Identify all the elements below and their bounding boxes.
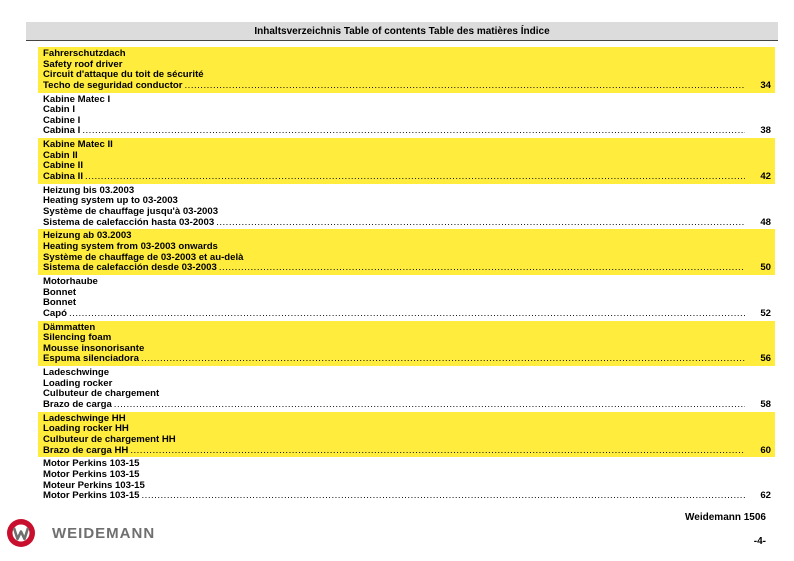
toc-line-fr: Système de chauffage jusqu'à 03-2003 [43, 205, 219, 217]
toc-page-number: 34 [760, 79, 771, 91]
toc-page-number: 52 [760, 307, 771, 319]
toc-line-en: Cabin II [43, 149, 78, 161]
toc-line-en: Safety roof driver [43, 58, 123, 70]
toc-page-number: 60 [760, 444, 771, 456]
toc-line-es: Sistema de calefacción desde 03-2003 [43, 262, 217, 274]
toc-line-es: Capó [43, 307, 67, 319]
toc-line-de: Motorhaube [43, 275, 98, 287]
toc-line-es: Brazo de carga [43, 398, 112, 410]
logo-wordmark: WEIDEMANN [52, 524, 156, 542]
toc-entry[interactable] [38, 457, 775, 503]
toc-page-number: 38 [760, 125, 771, 137]
toc-entry[interactable] [38, 184, 775, 230]
toc-line-fr: Système de chauffage de 03-2003 et au-delà [43, 251, 244, 263]
dot-leader [69, 309, 745, 320]
toc-line-en: Motor Perkins 103-15 [43, 468, 140, 480]
dot-leader [82, 126, 745, 137]
toc-line-de: Motor Perkins 103-15 [43, 458, 140, 470]
toc-header [26, 22, 778, 41]
toc-entry[interactable] [38, 229, 775, 275]
toc-page-number: 42 [760, 170, 771, 182]
toc-line-en: Bonnet [43, 286, 77, 298]
toc-line-es: Espuma silenciadora [43, 353, 139, 365]
toc-line-en: Cabin I [43, 104, 75, 116]
toc-line-en: Loading rocker [43, 377, 113, 389]
toc-line-fr: Circuit d'attaque du toit de sécurité [43, 69, 204, 81]
toc-entry[interactable] [38, 138, 775, 184]
toc-page-number: 50 [760, 262, 771, 274]
dot-leader [114, 400, 745, 411]
toc-page-number: 58 [760, 398, 771, 410]
weidemann-logo [6, 518, 155, 548]
toc-line-fr: Mousse insonorisante [43, 342, 145, 354]
toc-line-de: Ladeschwinge [43, 367, 110, 379]
toc-page-number: 48 [760, 216, 771, 228]
toc-line-en: Heating system up to 03-2003 [43, 195, 178, 207]
toc-line-de: Kabine Matec I [43, 93, 111, 105]
toc-line-es: Cabina II [43, 170, 83, 182]
toc-line-en: Heating system from 03-2003 onwards [43, 240, 218, 252]
dot-leader [142, 491, 745, 502]
toc-list [38, 47, 775, 503]
dot-leader [141, 354, 745, 365]
toc-line-en: Silencing foam [43, 332, 112, 344]
toc-line-fr: Cabine II [43, 160, 83, 172]
dot-leader [85, 172, 745, 183]
toc-line-fr: Moteur Perkins 103-15 [43, 479, 145, 491]
toc-line-fr: Culbuteur de chargement [43, 388, 160, 400]
toc-line-de: Heizung bis 03.2003 [43, 184, 135, 196]
toc-line-es: Sistema de calefacción hasta 03-2003 [43, 216, 215, 228]
toc-entry[interactable] [38, 412, 775, 458]
toc-line-es: Motor Perkins 103-15 [43, 490, 140, 502]
toc-entry[interactable] [38, 321, 775, 367]
toc-line-de: Kabine Matec II [43, 139, 113, 151]
toc-line-de: Fahrerschutzdach [43, 48, 126, 59]
toc-line-fr: Culbuteur de chargement HH [43, 433, 176, 445]
footer-model-name: Weidemann 1506 [685, 512, 766, 523]
dot-leader [219, 263, 745, 274]
toc-entry[interactable] [38, 47, 775, 93]
toc-entry[interactable] [38, 275, 775, 321]
toc-line-de: Ladeschwinge HH [43, 412, 126, 424]
toc-line-es: Cabina I [43, 125, 81, 137]
toc-entry[interactable] [38, 93, 775, 139]
toc-page-number: 56 [760, 353, 771, 365]
dot-leader [184, 81, 745, 92]
toc-line-es: Brazo de carga HH [43, 444, 129, 456]
toc-header-title: Inhaltsverzeichnis Table of contents Table des matières Índice [254, 25, 550, 37]
weidemann-logo-icon [6, 518, 36, 548]
toc-entry[interactable] [38, 366, 775, 412]
toc-line-es: Techo de seguridad conductor [43, 79, 183, 91]
toc-page-number: 62 [760, 490, 771, 502]
footer-page-number: -4- [753, 536, 766, 547]
dot-leader [130, 446, 745, 457]
toc-line-fr: Bonnet [43, 297, 77, 309]
toc-line-de: Heizung ab 03.2003 [43, 230, 132, 242]
dot-leader [216, 218, 745, 229]
toc-line-en: Loading rocker HH [43, 423, 129, 435]
toc-line-fr: Cabine I [43, 114, 81, 126]
toc-line-de: Dämmatten [43, 321, 96, 333]
